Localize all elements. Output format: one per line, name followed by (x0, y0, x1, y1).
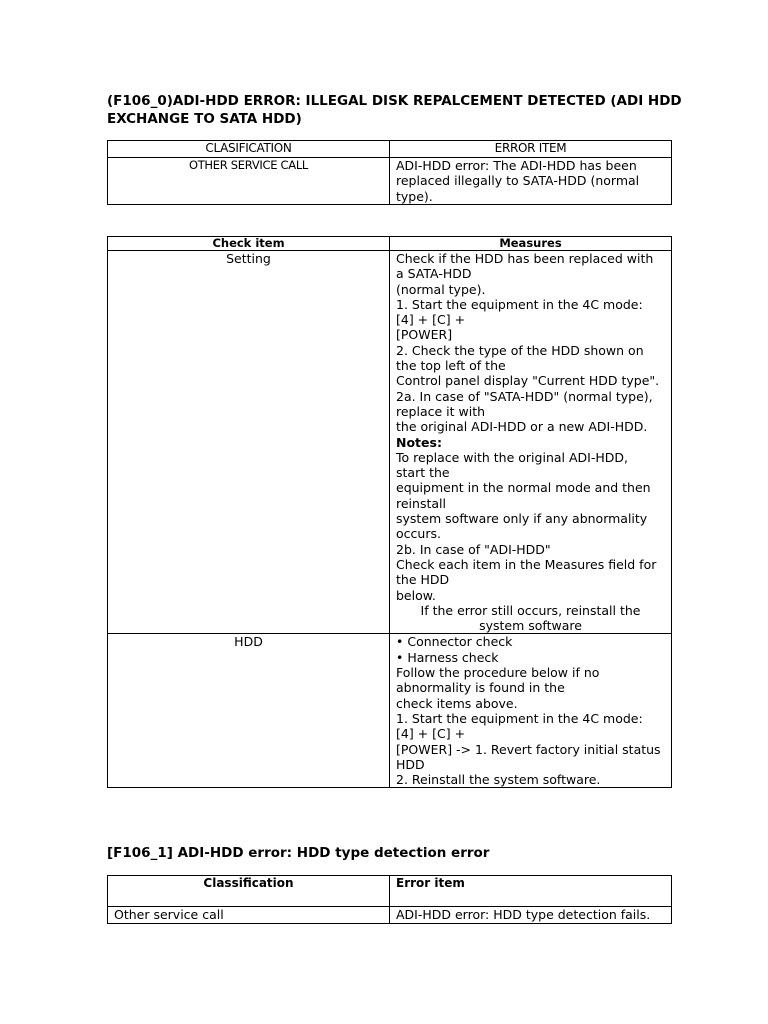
section2-title: [F106_1] ADI-HDD error: HDD type detection error (107, 845, 490, 861)
measure-line: 2b. In case of "ADI-HDD" (396, 541, 551, 557)
measure-line: below. (396, 587, 436, 603)
measure-line: the HDD (396, 572, 450, 588)
notes-label: Notes: (396, 434, 442, 450)
measures-table (107, 236, 672, 788)
section1-title (107, 92, 707, 128)
col-header-classification-2: Classification (108, 876, 390, 907)
measure-line: [POWER] -> 1. Revert factory initial status (396, 741, 661, 757)
measure-line: • Harness check (396, 649, 499, 665)
measure-line: Control panel display "Current HDD type". (396, 373, 660, 389)
measure-line: (normal type). (396, 281, 486, 297)
measure-line: Check if the HDD has been replaced with (396, 251, 654, 266)
measure-line: reinstall (396, 495, 446, 511)
measure-line: the top left of the (396, 358, 506, 374)
error-item-value: ADI-HDD error: The ADI-HDD has been replaced illegally to SATA-HDD (normal type). (390, 158, 672, 205)
measure-line: abnormality is found in the (396, 680, 565, 696)
classification-table-2 (107, 875, 672, 924)
col-header-classification: CLASIFICATION (108, 141, 390, 158)
measure-line: [4] + [C] + (396, 726, 466, 742)
measure-line: equipment in the normal mode and then (396, 480, 651, 496)
measure-line-centered: If the error still occurs, reinstall the (420, 602, 641, 618)
measure-line: start the (396, 465, 450, 481)
measure-line: check items above. (396, 695, 518, 711)
measure-line: 2. Check the type of the HDD shown on (396, 342, 644, 358)
measure-line: system software only if any abnormality (396, 511, 648, 527)
col-header-check-item: Check item (108, 237, 390, 251)
error-item-value-2: ADI-HDD error: HDD type detection fails. (390, 907, 672, 924)
col-header-error-item-2: Error item (390, 876, 672, 907)
measure-line: 1. Start the equipment in the 4C mode: (396, 296, 643, 312)
measure-line: 1. Start the equipment in the 4C mode: (396, 710, 643, 726)
measure-line: Check each item in the Measures field for (396, 556, 657, 572)
classification-value-2: Other service call (108, 907, 390, 924)
measure-line: the original ADI-HDD or a new ADI-HDD. (396, 419, 648, 435)
measures-hdd (390, 634, 672, 788)
measure-line: 2. Reinstall the system software. (396, 772, 601, 788)
classification-table (107, 140, 672, 205)
measure-line: HDD (396, 756, 425, 772)
classification-value: OTHER SERVICE CALL (108, 158, 390, 205)
measures-setting (390, 251, 672, 634)
col-header-error-item: ERROR ITEM (390, 141, 672, 158)
measure-line: Follow the procedure below if no (396, 665, 600, 681)
measure-line: • Connector check (396, 634, 513, 650)
measure-line: occurs. (396, 526, 441, 542)
check-item-setting: Setting (108, 251, 390, 634)
measure-line: replace it with (396, 403, 486, 419)
measure-line-centered: system software (479, 618, 582, 634)
measure-line: [4] + [C] + (396, 312, 466, 328)
measure-line: 2a. In case of "SATA-HDD" (normal type), (396, 388, 653, 404)
col-header-measures: Measures (390, 237, 672, 251)
section1-title-line2: EXCHANGE TO SATA HDD) (107, 111, 302, 127)
measure-line: [POWER] (396, 327, 453, 343)
measure-line: To replace with the original ADI-HDD, (396, 449, 628, 465)
check-item-hdd: HDD (108, 634, 390, 788)
measure-line: a SATA-HDD (396, 266, 472, 282)
section1-title-line1: (F106_0)ADI-HDD ERROR: ILLEGAL DISK REPALCEMENT DETECTED (ADI HDD (107, 93, 682, 109)
